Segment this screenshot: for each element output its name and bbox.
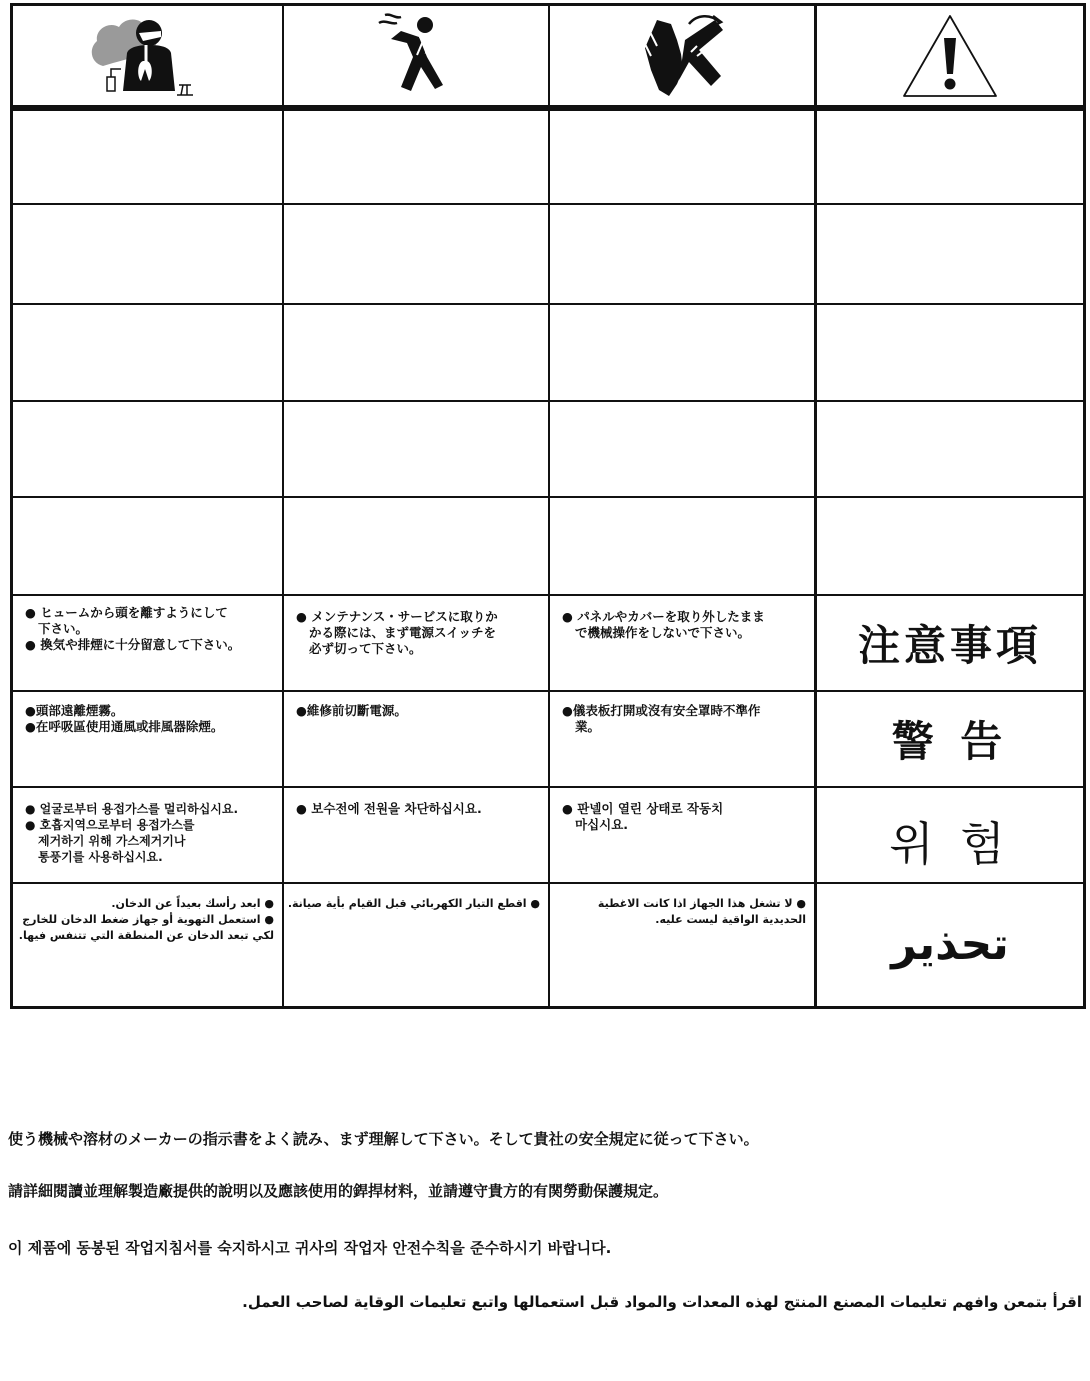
hand-moving-parts-icon (627, 10, 737, 102)
row-divider (13, 400, 1083, 402)
text-line: ●頭部遠離煙霧。 (25, 703, 124, 718)
arabic-label: تحذير (891, 918, 1009, 970)
chinese-label: 警 告 (891, 717, 1009, 766)
text-line: 業。 (575, 719, 601, 734)
hand-icon-cell (550, 6, 814, 105)
text-line: 제거하기 위해 가스제거기나 (38, 834, 186, 848)
text-line: ●維修前切斷電源。 (296, 703, 407, 718)
fume-icon-cell (13, 6, 282, 105)
japanese-shock-text (284, 600, 548, 690)
text-line: 마십시요. (575, 817, 629, 832)
text-line: ● メンテナンス・サービスに取りか (296, 609, 498, 624)
text-line: ● 호흡지역으로부터 용접가스를 (25, 818, 195, 832)
electric-shock-icon (361, 11, 471, 101)
row-divider (13, 203, 1083, 205)
triangle-icon-cell (817, 6, 1083, 105)
korean-fume-text (13, 792, 282, 882)
text-line: かる際には、まず電源スイッチを (309, 625, 497, 640)
row-divider (13, 496, 1083, 498)
text-line: ● パネルやカバーを取り外したまま (562, 609, 765, 624)
text-line: ● ヒュームから頭を離すようにして (25, 605, 228, 620)
text-line: ● ابعد رأسك بعيداً عن الدخان. (111, 897, 274, 910)
text-line: ● 판넬이 열린 상태로 작동치 (562, 801, 724, 816)
text-line: ● 얼굴로부터 용접가스를 멀리하십시요. (25, 802, 239, 816)
text-line: ● لا تشغل هذا الجهاز اذا كانت الاغطية (597, 897, 806, 910)
chinese-fume-text (13, 694, 282, 786)
japanese-note: 使う機械や溶材のメーカーの指示書をよく読み、まず理解して下さい。そして貴社の安全規定に従って下さい。 (8, 1130, 759, 1148)
text-line: الحديدية الواقية ليست عليه. (655, 913, 806, 926)
text-line: ● اقطع التيار الكهربائي قبل القيام بأية صيانة. (287, 897, 540, 910)
chinese-shock-text (284, 694, 548, 786)
row-divider (13, 786, 1083, 788)
korean-parts-text (550, 792, 814, 882)
korean-shock-text (284, 792, 548, 882)
arabic-parts-text (550, 886, 814, 1006)
warning-triangle-icon (900, 12, 1000, 100)
row-divider (13, 303, 1083, 305)
text-line: ● 보수전에 전원을 차단하십시요. (296, 801, 482, 816)
korean-note: 이 제품에 동봉된 작업지침서를 숙지하시고 귀사의 작업자 안전수칙을 준수하시기 바랍니다. (8, 1239, 612, 1257)
chinese-note: 請詳細閱讀並理解製造廠提供的說明以及應該使用的銲捍材料，並請遵守貴方的有関勞動保護規定。 (8, 1182, 669, 1200)
arabic-fume-text (13, 886, 282, 1006)
japanese-parts-text (550, 600, 814, 690)
arabic-note: اقرأ بتمعن وافهم تعليمات المصنع المنتج لهذه المعدات والمواد قبل استعمالها واتبع تعليمات الوقاية لصاحب العمل. (242, 1293, 1082, 1311)
header-divider (13, 105, 1083, 111)
text-line: ● استعمل التهوية أو جهاز ضغط الدخان للخارج (22, 913, 274, 926)
text-line: で機械操作をしないで下さい。 (575, 625, 751, 640)
japanese-fume-text (13, 596, 282, 690)
text-line: ●在呼吸區使用通風或排風器除煙。 (25, 719, 224, 734)
japanese-label: 注意事項 (857, 621, 1042, 670)
korean-label: 위 험 (889, 817, 1011, 871)
text-line: ● 換気や排煙に十分留意して下さい。 (25, 637, 241, 652)
shock-icon-cell (284, 6, 548, 105)
chinese-parts-text (550, 694, 814, 786)
text-line: 下さい。 (38, 621, 89, 636)
text-line: لكي تبعد الدخان عن المنطقة التي تتنفس فيها. (18, 929, 274, 942)
text-line: ●儀表板打開或沒有安全罩時不準作 (562, 703, 761, 718)
text-line: 통풍기를 사용하십시요. (38, 850, 163, 864)
arabic-shock-text (284, 886, 548, 1006)
fume-breathing-icon (83, 11, 213, 101)
text-line: 必ず切って下さい。 (309, 641, 422, 656)
warning-table (10, 3, 1086, 1009)
